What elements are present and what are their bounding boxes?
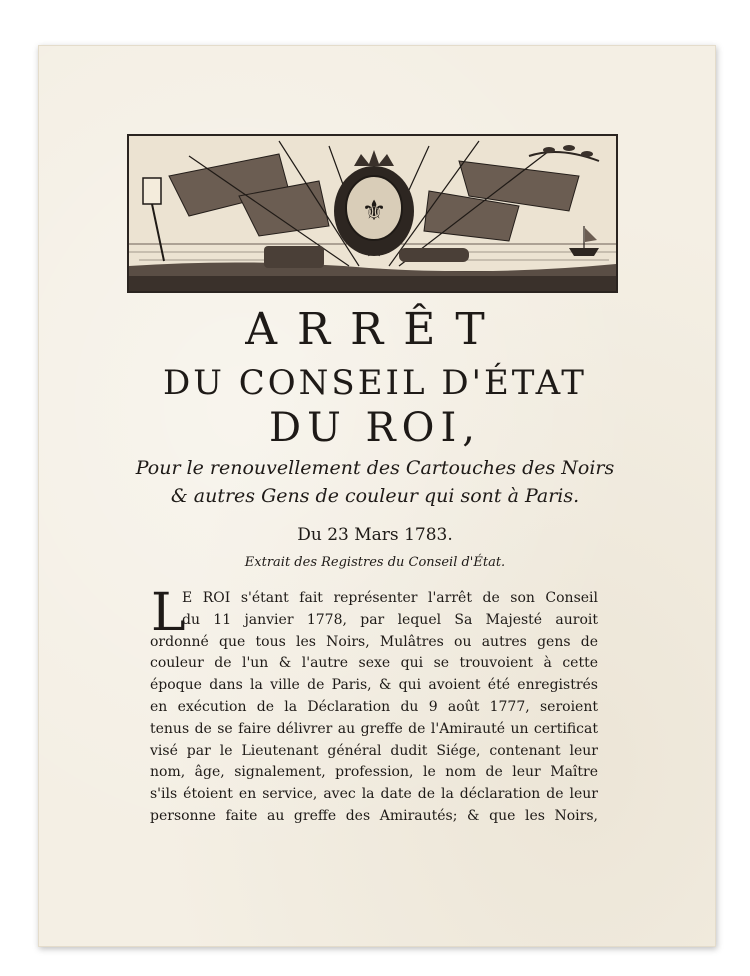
svg-text:⚜: ⚜ <box>361 194 387 227</box>
body-line: tenus de se faire délivrer au greffe de l'Amirauté un certificat <box>150 720 598 737</box>
document-title-line2: DU CONSEIL D'ÉTAT <box>163 363 587 403</box>
body-line: couleur de l'un & l'autre sexe qui se trouvoient à cette <box>150 655 598 672</box>
body-line: en exécution de la Déclaration du 9 août 1777, seroient <box>150 698 598 715</box>
body-line: visé par le Lieutenant général dudit Siége, contenant leur <box>150 742 598 759</box>
document-title-line3: DU ROI, <box>269 405 481 451</box>
document-body <box>150 583 598 828</box>
body-line: personne faite au greffe des Amirautés; & que les Noirs, <box>150 807 598 824</box>
body-line: époque dans la ville de Paris, & qui avoient été enregistrés <box>150 677 598 694</box>
body-line: ordonné que tous les Noirs, Mulâtres ou autres gens de <box>150 633 598 650</box>
document-subtitle-line1: Pour le renouvellement des Cartouches des Noirs <box>135 457 615 479</box>
document-date: Du 23 Mars 1783. <box>297 525 453 545</box>
royal-arms-engraving <box>129 136 616 291</box>
document-subtitle-line2: & autres Gens de couleur qui sont à Paris. <box>170 485 580 507</box>
document-extract-heading: Extrait des Registres du Conseil d'État. <box>244 555 506 570</box>
document-title: ARRÊT <box>245 304 505 355</box>
body-line: nom, âge, signalement, profession, le nom de leur Maître <box>150 764 598 781</box>
body-line: du 11 janvier 1778, par lequel Sa Majesté auroit <box>182 611 598 628</box>
body-line: E ROI s'étant fait représenter l'arrêt de son Conseil <box>182 590 598 606</box>
engraved-vignette <box>127 134 618 293</box>
drop-cap: L <box>151 583 186 643</box>
body-line: s'ils étoient en service, avec la date de la déclaration de leur <box>150 786 598 803</box>
